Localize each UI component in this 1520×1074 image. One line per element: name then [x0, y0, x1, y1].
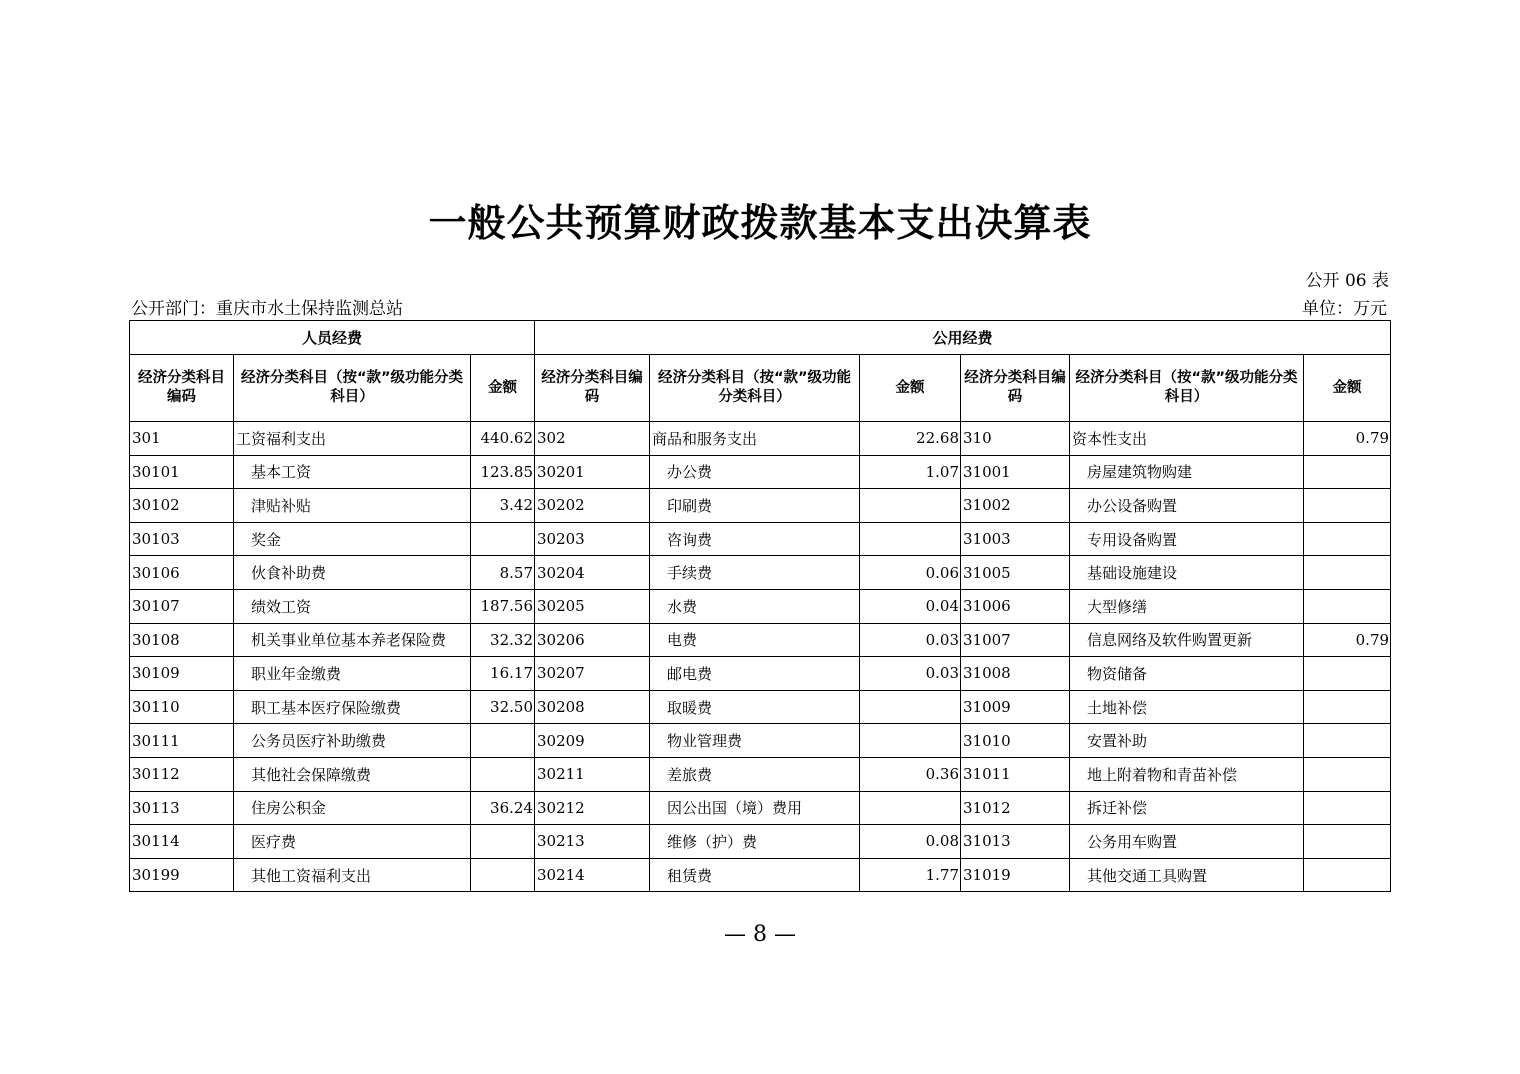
code-cell: 31001 — [961, 455, 1070, 489]
name-cell: 职工基本医疗保险缴费 — [234, 690, 471, 724]
amount-cell: 0.79 — [1304, 422, 1391, 456]
code-cell: 30102 — [130, 489, 234, 523]
name-cell: 专用设备购置 — [1070, 522, 1304, 556]
code-cell: 30106 — [130, 556, 234, 590]
code-cell: 31008 — [961, 657, 1070, 691]
table-row — [130, 825, 1391, 859]
code-cell: 31006 — [961, 589, 1070, 623]
name-cell: 房屋建筑物购建 — [1070, 455, 1304, 489]
header-amount: 金额 — [1304, 355, 1391, 422]
amount-cell — [1304, 589, 1391, 623]
table-row — [130, 657, 1391, 691]
table-row — [130, 489, 1391, 523]
code-cell: 30101 — [130, 455, 234, 489]
code-cell: 30201 — [535, 455, 650, 489]
name-cell: 职业年金缴费 — [234, 657, 471, 691]
code-cell: 31003 — [961, 522, 1070, 556]
amount-cell: 32.32 — [471, 623, 535, 657]
amount-cell — [1304, 455, 1391, 489]
name-cell: 印刷费 — [650, 489, 860, 523]
code-cell: 30209 — [535, 724, 650, 758]
name-cell: 拆迁补偿 — [1070, 791, 1304, 825]
amount-cell: 1.07 — [860, 455, 961, 489]
name-cell: 因公出国（境）费用 — [650, 791, 860, 825]
name-cell: 差旅费 — [650, 757, 860, 791]
table-row — [130, 757, 1391, 791]
code-cell: 30202 — [535, 489, 650, 523]
name-cell: 取暖费 — [650, 690, 860, 724]
name-cell: 办公费 — [650, 455, 860, 489]
name-cell: 维修（护）费 — [650, 825, 860, 859]
amount-cell: 0.36 — [860, 757, 961, 791]
amount-cell — [860, 724, 961, 758]
name-cell: 公务员医疗补助缴费 — [234, 724, 471, 758]
amount-cell — [471, 522, 535, 556]
code-cell: 31007 — [961, 623, 1070, 657]
amount-cell: 0.04 — [860, 589, 961, 623]
name-cell: 其他工资福利支出 — [234, 858, 471, 892]
code-cell: 30112 — [130, 757, 234, 791]
name-cell: 公务用车购置 — [1070, 825, 1304, 859]
amount-cell — [1304, 791, 1391, 825]
code-cell: 31002 — [961, 489, 1070, 523]
code-cell: 30114 — [130, 825, 234, 859]
amount-cell — [1304, 724, 1391, 758]
amount-cell — [1304, 690, 1391, 724]
name-cell: 医疗费 — [234, 825, 471, 859]
code-cell: 30211 — [535, 757, 650, 791]
name-cell: 邮电费 — [650, 657, 860, 691]
amount-cell: 1.77 — [860, 858, 961, 892]
amount-cell: 3.42 — [471, 489, 535, 523]
code-cell: 31019 — [961, 858, 1070, 892]
header-code: 经济分类科目编码 — [961, 355, 1070, 422]
name-cell: 电费 — [650, 623, 860, 657]
code-cell: 30208 — [535, 690, 650, 724]
amount-cell — [471, 757, 535, 791]
code-cell: 31009 — [961, 690, 1070, 724]
code-cell: 30107 — [130, 589, 234, 623]
name-cell: 基本工资 — [234, 455, 471, 489]
code-cell: 30111 — [130, 724, 234, 758]
name-cell: 大型修缮 — [1070, 589, 1304, 623]
name-cell: 奖金 — [234, 522, 471, 556]
amount-cell — [860, 522, 961, 556]
code-cell: 31012 — [961, 791, 1070, 825]
amount-cell: 0.06 — [860, 556, 961, 590]
section-public: 公用经费 — [535, 321, 1391, 355]
table-row — [130, 791, 1391, 825]
code-cell: 30203 — [535, 522, 650, 556]
code-cell: 30207 — [535, 657, 650, 691]
budget-table — [129, 320, 1391, 892]
name-cell: 物资储备 — [1070, 657, 1304, 691]
amount-cell — [1304, 757, 1391, 791]
header-name: 经济分类科目（按“款”级功能分类科目） — [650, 355, 860, 422]
header-code: 经济分类科目编码 — [535, 355, 650, 422]
amount-cell — [1304, 556, 1391, 590]
code-cell: 30214 — [535, 858, 650, 892]
amount-cell — [1304, 657, 1391, 691]
amount-cell: 0.79 — [1304, 623, 1391, 657]
name-cell: 工资福利支出 — [234, 422, 471, 456]
code-cell: 30212 — [535, 791, 650, 825]
amount-cell: 440.62 — [471, 422, 535, 456]
header-name: 经济分类科目（按“款”级功能分类科目） — [1070, 355, 1304, 422]
table-row — [130, 623, 1391, 657]
code-cell: 30204 — [535, 556, 650, 590]
amount-cell: 36.24 — [471, 791, 535, 825]
code-cell: 30103 — [130, 522, 234, 556]
amount-cell — [1304, 522, 1391, 556]
code-cell: 30199 — [130, 858, 234, 892]
table-row — [130, 589, 1391, 623]
name-cell: 信息网络及软件购置更新 — [1070, 623, 1304, 657]
amount-cell — [860, 791, 961, 825]
name-cell: 其他社会保障缴费 — [234, 757, 471, 791]
code-cell: 31010 — [961, 724, 1070, 758]
code-cell: 30206 — [535, 623, 650, 657]
code-cell: 30109 — [130, 657, 234, 691]
amount-cell: 187.56 — [471, 589, 535, 623]
page-title: 一般公共预算财政拨款基本支出决算表 — [428, 201, 1092, 245]
name-cell: 伙食补助费 — [234, 556, 471, 590]
amount-cell: 123.85 — [471, 455, 535, 489]
section-personnel: 人员经费 — [130, 321, 535, 355]
code-cell: 31005 — [961, 556, 1070, 590]
name-cell: 资本性支出 — [1070, 422, 1304, 456]
name-cell: 安置补助 — [1070, 724, 1304, 758]
name-cell: 住房公积金 — [234, 791, 471, 825]
name-cell: 其他交通工具购置 — [1070, 858, 1304, 892]
table-row — [130, 690, 1391, 724]
amount-cell: 8.57 — [471, 556, 535, 590]
amount-cell — [860, 489, 961, 523]
amount-cell — [1304, 858, 1391, 892]
name-cell: 基础设施建设 — [1070, 556, 1304, 590]
amount-cell — [1304, 825, 1391, 859]
name-cell: 商品和服务支出 — [650, 422, 860, 456]
table-body — [130, 422, 1391, 892]
name-cell: 租赁费 — [650, 858, 860, 892]
unit-label: 单位：万元 — [1302, 299, 1387, 319]
name-cell: 物业管理费 — [650, 724, 860, 758]
table-row — [130, 858, 1391, 892]
code-cell: 30113 — [130, 791, 234, 825]
amount-cell: 0.03 — [860, 657, 961, 691]
name-cell: 津贴补贴 — [234, 489, 471, 523]
name-cell: 地上附着物和青苗补偿 — [1070, 757, 1304, 791]
amount-cell: 0.03 — [860, 623, 961, 657]
header-amount: 金额 — [860, 355, 961, 422]
amount-cell: 0.08 — [860, 825, 961, 859]
code-cell: 301 — [130, 422, 234, 456]
name-cell: 绩效工资 — [234, 589, 471, 623]
code-cell: 302 — [535, 422, 650, 456]
code-cell: 30213 — [535, 825, 650, 859]
code-cell: 30108 — [130, 623, 234, 657]
table-row — [130, 422, 1391, 456]
amount-cell: 22.68 — [860, 422, 961, 456]
code-cell: 30110 — [130, 690, 234, 724]
amount-cell — [471, 825, 535, 859]
name-cell: 土地补偿 — [1070, 690, 1304, 724]
table-row — [130, 522, 1391, 556]
department-label: 公开部门：重庆市水土保持监测总站 — [131, 299, 403, 319]
header-name: 经济分类科目（按“款”级功能分类科目） — [234, 355, 471, 422]
header-amount: 金额 — [471, 355, 535, 422]
name-cell: 咨询费 — [650, 522, 860, 556]
amount-cell — [1304, 489, 1391, 523]
amount-cell — [471, 724, 535, 758]
table-row — [130, 556, 1391, 590]
code-cell: 310 — [961, 422, 1070, 456]
amount-cell — [471, 858, 535, 892]
code-cell: 30205 — [535, 589, 650, 623]
name-cell: 水费 — [650, 589, 860, 623]
code-cell: 31011 — [961, 757, 1070, 791]
table-row — [130, 724, 1391, 758]
name-cell: 机关事业单位基本养老保险费 — [234, 623, 471, 657]
form-number: 公开 06 表 — [1305, 271, 1389, 291]
page-number: — 8 — — [724, 922, 796, 947]
amount-cell — [860, 690, 961, 724]
name-cell: 办公设备购置 — [1070, 489, 1304, 523]
amount-cell: 32.50 — [471, 690, 535, 724]
code-cell: 31013 — [961, 825, 1070, 859]
header-code: 经济分类科目编码 — [130, 355, 234, 422]
amount-cell: 16.17 — [471, 657, 535, 691]
table-row — [130, 455, 1391, 489]
name-cell: 手续费 — [650, 556, 860, 590]
